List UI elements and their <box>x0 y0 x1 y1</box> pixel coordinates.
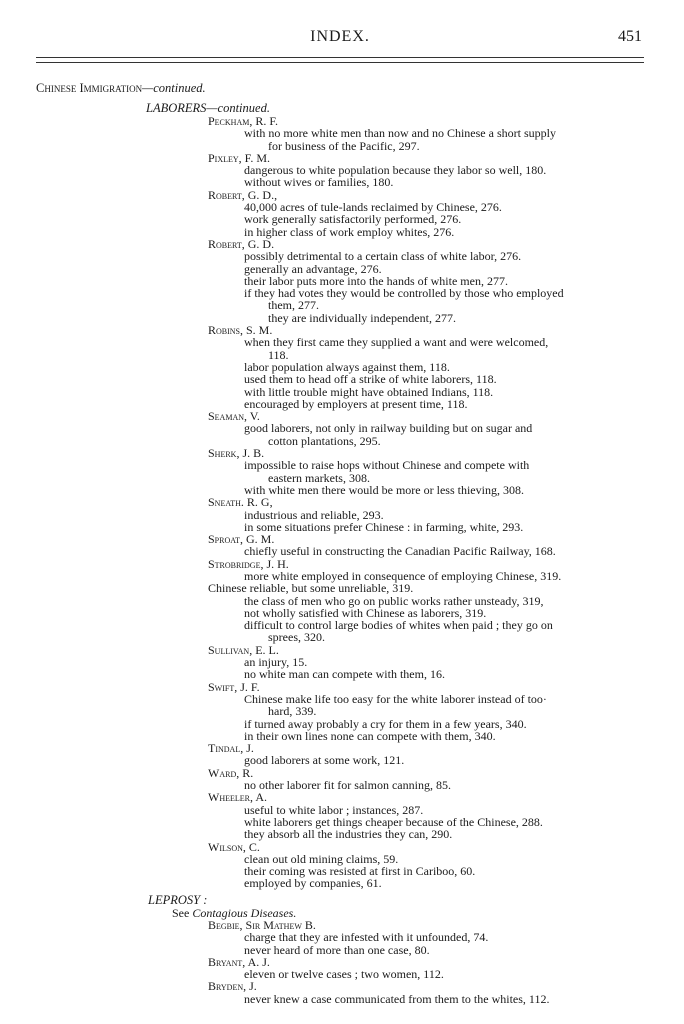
index-entry: more white employed in consequence of employing Chinese, 319. <box>244 568 562 583</box>
index-entry: good laborers at some work, 121. <box>244 753 405 768</box>
index-name: Robert, G. D. <box>208 236 275 251</box>
index-entry: dangerous to white population because they labor so well, 180. <box>244 163 547 178</box>
index-entry: their coming was resisted at first in Cariboo, 60. <box>244 864 476 879</box>
section-heading-continued: —continued. <box>142 81 206 95</box>
index-name: Wheeler, A. <box>208 790 267 805</box>
index-entry-continuation: hard, 339. <box>268 704 317 719</box>
index-entry-continuation: 118. <box>268 347 289 362</box>
index-name: Tindal, J. <box>208 741 254 756</box>
index-entry: eleven or twelve cases ; two women, 112. <box>244 967 444 982</box>
index-name: Sproat, G. M. <box>208 532 275 547</box>
see-reference <box>0 907 684 919</box>
index-name: Begbie, Sir Mathew B. <box>208 918 316 932</box>
index-entry: white laborers get things cheaper because of the Chinese, 288. <box>244 814 543 829</box>
laborers-list <box>0 115 684 890</box>
index-entry: the class of men who go on public works rather unsteady, 319, <box>244 593 544 608</box>
index-entry: with no more white men than now and no Chinese a short supply <box>244 126 556 141</box>
index-name: Bryant, A. J. <box>208 954 270 969</box>
index-entry: with little trouble might have obtained Indians, 118. <box>244 384 494 399</box>
index-entry: with white men there would be more or less thieving, 308. <box>244 482 524 497</box>
index-entry-continuation: cotton plantations, 295. <box>268 433 381 448</box>
index-body <box>0 80 684 1005</box>
index-name: Seaman, V. <box>208 409 260 424</box>
index-name: Bryden, J. <box>208 979 257 994</box>
index-entry-continuation: sprees, 320. <box>268 630 325 645</box>
index-entry: 40,000 acres of tule-lands reclaimed by Chinese, 276. <box>244 200 502 215</box>
index-name: Sullivan, E. L. <box>208 642 279 657</box>
index-entry: labor population always against them, 118. <box>244 359 450 374</box>
index-name: Pixley, F. M. <box>208 150 271 165</box>
index-name: Ward, R. <box>208 765 254 780</box>
index-name: Sherk, J. B. <box>208 446 265 461</box>
index-entry: not wholly satisfied with Chinese as laborers, 319. <box>244 605 487 620</box>
see-target: Contagious Diseases. <box>192 905 297 920</box>
index-entry: without wives or families, 180. <box>244 175 394 190</box>
index-entry: no white man can compete with them, 16. <box>244 667 445 682</box>
index-entry: possibly detrimental to a certain class of white labor, 276. <box>244 249 522 264</box>
index-entry: if turned away probably a cry for them in a few years, 340. <box>244 716 527 731</box>
section-heading-main: Chinese Immigration <box>36 81 143 95</box>
index-name: Robert, G. D., <box>208 187 278 202</box>
index-entry: in some situations prefer Chinese : in farming, white, 293. <box>244 519 524 534</box>
index-name: Wilson, C. <box>208 839 260 854</box>
index-entry: in their own lines none can compete with them, 340. <box>244 728 496 743</box>
index-entry: their labor puts more into the hands of white men, 277. <box>244 273 508 288</box>
index-entry: in higher class of work employ whites, 276. <box>244 224 455 239</box>
index-entry: they absorb all the industries they can, 290. <box>244 827 453 842</box>
page-number: 451 <box>618 28 642 45</box>
index-entry: charge that they are infested with it unfounded, 74. <box>244 930 489 945</box>
index-entry: generally an advantage, 276. <box>244 261 382 276</box>
index-name: Sneath. R. G, <box>208 495 273 510</box>
index-entry: never heard of more than one case, 80. <box>244 942 430 957</box>
index-entry-continuation: them, 277. <box>268 298 319 313</box>
index-entry: Chinese make life too easy for the white laborer instead of too· <box>244 691 547 706</box>
index-entry: work generally satisfactorily performed, 276. <box>244 212 462 227</box>
index-entry: impossible to raise hops without Chinese and compete with <box>244 458 530 473</box>
index-name: Swift, J. F. <box>208 679 260 694</box>
header-rule-thin <box>36 62 644 63</box>
index-entry: good laborers, not only in railway building but on sugar and <box>244 421 533 436</box>
index-entry: industrious and reliable, 293. <box>244 507 384 522</box>
index-entry: employed by companies, 61. <box>244 876 382 891</box>
index-entry-continuation: they are individually independent, 277. <box>268 310 456 325</box>
index-name: Robins, S. M. <box>208 323 273 338</box>
index-name: Peckham, R. F. <box>208 114 279 128</box>
index-entry: used them to head off a strike of white laborers, 118. <box>244 372 497 387</box>
index-entry: never knew a case communicated from them to the whites, 112. <box>244 991 550 1006</box>
index-subtopic: Chinese reliable, but some unreliable, 319. <box>208 581 414 596</box>
index-entry: if they had votes they would be controlled by those who employed <box>244 286 564 301</box>
index-entry: difficult to control large bodies of whites when paid ; they go on <box>244 618 553 633</box>
index-entry-continuation: for business of the Pacific, 297. <box>268 138 420 153</box>
index-entry: chiefly useful in constructing the Canadian Pacific Railway, 168. <box>244 544 556 559</box>
index-entry: an injury, 15. <box>244 655 308 670</box>
index-entry-continuation: eastern markets, 308. <box>268 470 370 485</box>
index-entry: clean out old mining claims, 59. <box>244 851 399 866</box>
index-entry: no other laborer fit for salmon canning, 85. <box>244 778 451 793</box>
index-entry: when they first came they supplied a want and were welcomed, <box>244 335 549 350</box>
subheading-laborers: LABORERS—continued. <box>146 101 270 115</box>
subheading-leprosy: LEPROSY : <box>148 892 208 907</box>
header-rule-thick <box>36 57 644 58</box>
index-entry: useful to white labor ; instances, 287. <box>244 802 424 817</box>
section-heading <box>0 80 684 96</box>
leprosy-list <box>0 919 684 1005</box>
index-name: Strobridge, J. H. <box>208 556 289 571</box>
see-prefix: See <box>172 905 190 920</box>
page-title: INDEX. <box>310 28 370 45</box>
index-entry: encouraged by employers at present time, 118. <box>244 396 468 411</box>
page-header <box>36 28 644 50</box>
